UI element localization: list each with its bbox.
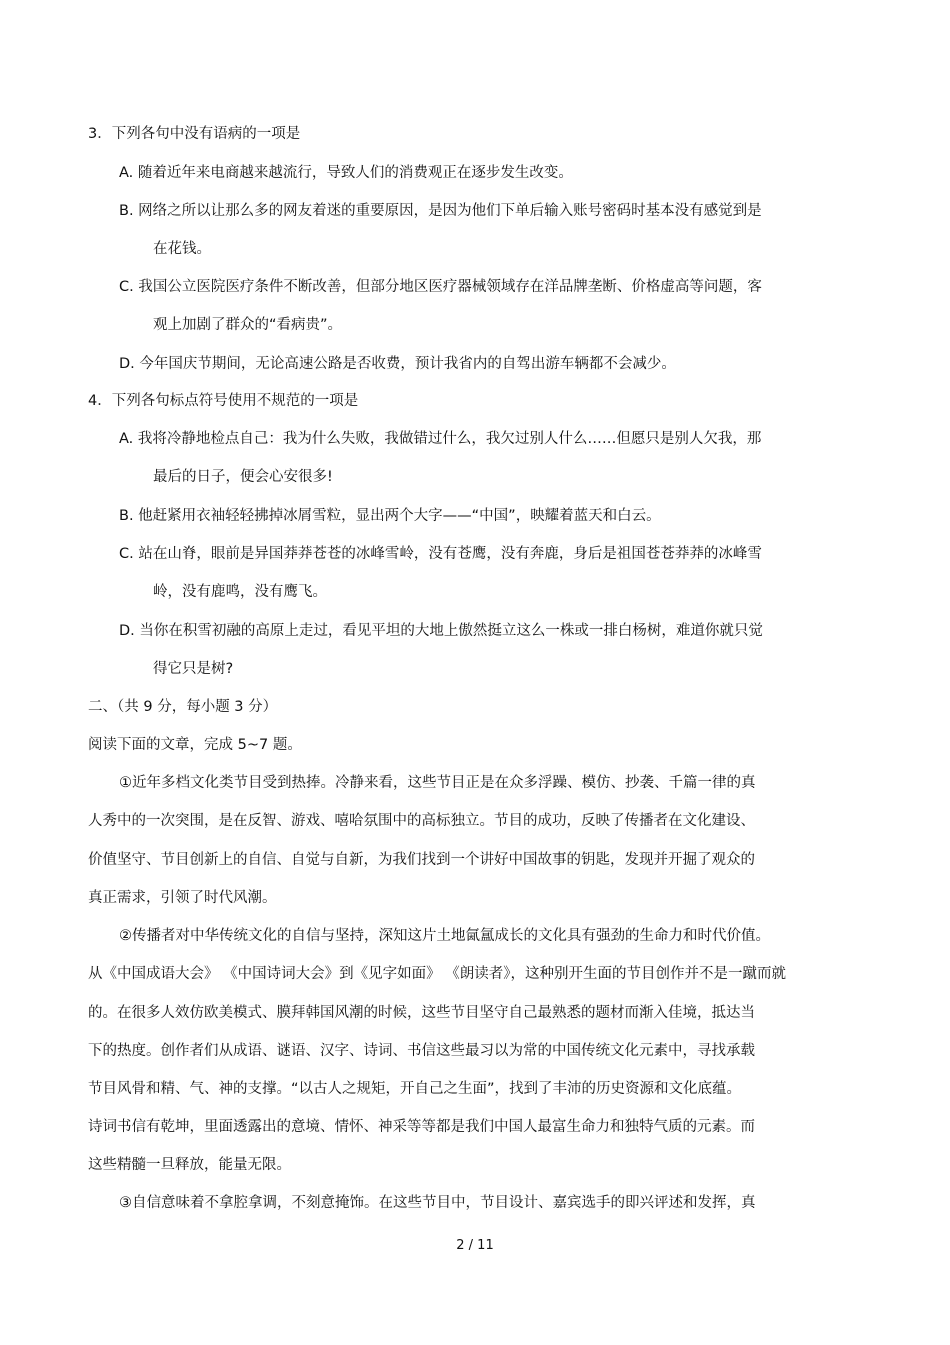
passage-p1-line3: 价值坚守、节目创新上的自信、自觉与自新，为我们找到一个讲好中国故事的钥匙，发现并开掘了观众的 bbox=[88, 852, 755, 868]
passage-p2-line6: 诗词书信有乾坤，里面透露出的意境、情怀、神采等等都是我们中国人最富生命力和独特气质的元素。而 bbox=[88, 1119, 755, 1135]
q4-stem: 4．下列各句标点符号使用不规范的一项是 bbox=[88, 393, 359, 409]
q3-option-c-line2: 观上加剧了群众的“看病贵”。 bbox=[153, 317, 343, 333]
q4-option-a-line2: 最后的日子，便会心安很多! bbox=[153, 469, 333, 485]
passage-p2-line5: 节目风骨和精、气、神的支撑。“以古人之规矩，开自己之生面”，找到了丰沛的历史资源和文化底蕴。 bbox=[88, 1081, 742, 1097]
q3-option-b-line2: 在花钱。 bbox=[153, 241, 211, 257]
q3-option-a: A. 随着近年来电商越来越流行，导致人们的消费观正在逐步发生改变。 bbox=[119, 165, 573, 181]
q3-option-b-line1: B. 网络之所以让那么多的网友着迷的重要原因，是因为他们下单后输入账号密码时基本没有感觉到是 bbox=[119, 203, 762, 219]
q4-option-c-line1: C. 站在山脊，眼前是异国莽莽苍苍的冰峰雪岭，没有苍鹰，没有奔鹿，身后是祖国苍苍莽莽的冰峰雪 bbox=[119, 546, 762, 562]
q4-option-d-line1: D. 当你在积雪初融的高原上走过，看见平坦的大地上傲然挺立这么一株或一排白杨树，难道你就只觉 bbox=[119, 623, 763, 639]
passage-p3-line1: ③自信意味着不拿腔拿调，不刻意掩饰。在这些节目中，节目设计、嘉宾选手的即兴评述和发挥，真 bbox=[119, 1195, 756, 1211]
passage-p2-line2: 从《中国成语大会》 《中国诗词大会》到《见字如面》 《朗读者》，这种别开生面的节目创作并不是一蹴而就 bbox=[88, 966, 786, 982]
q4-option-c-line2: 岭，没有鹿鸣，没有鹰飞。 bbox=[153, 584, 327, 600]
q3-option-d: D. 今年国庆节期间，无论高速公路是否收费，预计我省内的自驾出游车辆都不会减少。 bbox=[119, 356, 676, 372]
passage-p2-line1: ②传播者对中华传统文化的自信与坚持，深知这片土地氤氲成长的文化具有强劲的生命力和时代价值。 bbox=[119, 928, 770, 944]
passage-p2-line4: 下的热度。创作者们从成语、谜语、汉字、诗词、书信这些最习以为常的中国传统文化元素中，寻找承载 bbox=[88, 1043, 755, 1059]
passage-p1-line1: ①近年多档文化类节目受到热捧。冷静来看，这些节目正是在众多浮躁、模仿、抄袭、千篇一律的真 bbox=[119, 775, 756, 791]
passage-p1-line2: 人秀中的一次突围，是在反智、游戏、嘻哈氛围中的高标独立。节目的成功，反映了传播者在文化建设、 bbox=[88, 813, 755, 829]
passage-p2-line3: 的。在很多人效仿欧美模式、膜拜韩国风潮的时候，这些节目坚守自己最熟悉的题材而渐入佳境，抵达当 bbox=[88, 1005, 755, 1021]
section-instruction: 阅读下面的文章，完成 5~7 题。 bbox=[88, 737, 302, 753]
section-header: 二、（共 9 分，每小题 3 分） bbox=[88, 699, 278, 715]
q3-stem: 3．下列各句中没有语病的一项是 bbox=[88, 126, 301, 142]
passage-p2-line7: 这些精髓一旦释放，能量无限。 bbox=[88, 1157, 291, 1173]
q3-option-c-line1: C. 我国公立医院医疗条件不断改善，但部分地区医疗器械领域存在洋品牌垄断、价格虚高等问题，客 bbox=[119, 279, 762, 295]
q4-option-d-line2: 得它只是树? bbox=[153, 661, 234, 677]
passage-p1-line4: 真正需求，引领了时代风潮。 bbox=[88, 890, 277, 906]
q4-option-b: B. 他赶紧用衣袖轻轻拂掉冰屑雪粒，显出两个大字——“中国”，映耀着蓝天和白云。 bbox=[119, 508, 661, 524]
page-number: 2 / 11 bbox=[456, 1238, 494, 1253]
q4-option-a-line1: A. 我将冷静地检点自己：我为什么失败，我做错过什么，我欠过别人什么……但愿只是别人欠我，那 bbox=[119, 431, 762, 447]
